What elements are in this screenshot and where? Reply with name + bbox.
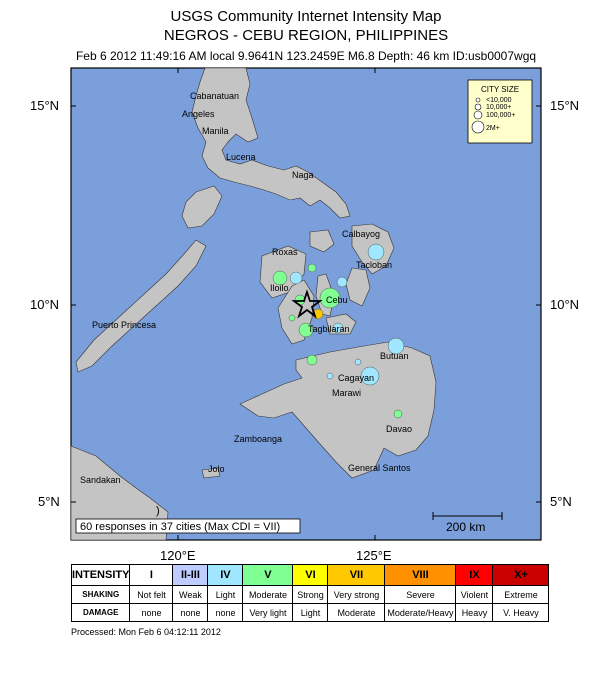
legend-intensity-cell: IX [456, 565, 493, 586]
scale-label: 200 km [446, 520, 486, 534]
legend-damage-cell: Moderate [328, 604, 385, 622]
place-iloilo: Iloilo [270, 283, 289, 293]
response-circle [368, 244, 384, 260]
city-size-symbol-2 [475, 104, 481, 110]
map-title: USGS Community Internet Intensity Map [170, 8, 442, 25]
lat-label-right: 15°N [550, 98, 580, 113]
legend-damage-cell: Heavy [456, 604, 493, 622]
lat-label-left: 15°N [30, 98, 60, 113]
city-size-item: <10,000 [486, 97, 512, 104]
lat-label-left: 10°N [30, 297, 60, 312]
place-calbayog: Calbayog [342, 229, 381, 239]
response-circle [327, 373, 333, 379]
city-size-symbol-1 [476, 98, 480, 102]
map-marker: ) [156, 505, 160, 517]
city-size-symbol-4 [472, 121, 484, 133]
legend-damage-cell: Light [293, 604, 328, 622]
place-naga: Naga [292, 170, 314, 180]
region-title: NEGROS - CEBU REGION, PHILIPPINES [163, 27, 449, 44]
place-butuan: Butuan [380, 351, 409, 361]
legend-damage-cell: Moderate/Heavy [385, 604, 456, 622]
response-circle [290, 272, 302, 284]
legend-intensity-cell: VII [328, 565, 385, 586]
place-sandakan: Sandakan [80, 475, 121, 485]
response-circle [355, 359, 361, 365]
lon-label: 125°E [356, 548, 392, 563]
city-size-symbol-3 [474, 111, 482, 119]
intensity-legend [71, 564, 549, 622]
place-tagbilaran: Tagbilaran [308, 324, 350, 334]
place-manila: Manila [202, 126, 229, 136]
legend-damage-cell: none [173, 604, 208, 622]
city-size-item: 100,000+ [486, 112, 516, 119]
legend-shaking-cell: Weak [173, 586, 208, 604]
response-circle [394, 410, 402, 418]
legend-damage-cell: Very light [243, 604, 293, 622]
place-general-santos: General Santos [348, 463, 411, 473]
response-circle [289, 315, 295, 321]
legend-shaking-cell: Violent [456, 586, 493, 604]
lon-label: 120°E [160, 548, 196, 563]
lat-label-left: 5°N [38, 494, 60, 509]
legend-shaking-cell: Moderate [243, 586, 293, 604]
legend-intensity-cell: VIII [385, 565, 456, 586]
legend-intensity-cell: I [130, 565, 173, 586]
legend-header-intensity: INTENSITY [72, 565, 130, 586]
place-marawi: Marawi [332, 388, 362, 398]
response-circle [308, 264, 316, 272]
place-angeles: Angeles [182, 109, 215, 119]
event-info: Feb 6 2012 11:49:16 AM local 9.9641N 123.2459E M6.8 Depth: 46 km ID:usb0007wgq [75, 49, 537, 63]
place-cagayan: Cagayan [338, 373, 375, 383]
legend-intensity-cell: V [243, 565, 293, 586]
legend-damage-cell: none [208, 604, 243, 622]
city-size-title: CITY SIZE [480, 85, 520, 94]
place-puerto-princesa: Puerto Princesa [92, 320, 157, 330]
processed-timestamp: Processed: Mon Feb 6 04:12:11 2012 [71, 627, 221, 637]
place-tacloban: Tacloban [356, 260, 393, 270]
legend-shaking-cell: Severe [385, 586, 456, 604]
place-lucena: Lucena [226, 152, 256, 162]
legend-shaking-cell: Very strong [328, 586, 385, 604]
summary-text: 60 responses in 37 cities (Max CDI = VII) [80, 521, 281, 533]
place-roxas: Roxas [272, 247, 298, 257]
response-circle [307, 355, 317, 365]
lat-label-right: 5°N [550, 494, 572, 509]
place-cabanatuan: Cabanatuan [190, 91, 240, 101]
legend-intensity-cell: X+ [493, 565, 549, 586]
legend-header-shaking: SHAKING [72, 586, 130, 604]
city-size-item: 10,000+ [486, 104, 512, 111]
place-jolo: Jolo [208, 464, 225, 474]
legend-shaking-cell: Extreme [493, 586, 549, 604]
city-size-item: 2M+ [486, 125, 500, 132]
lat-label-right: 10°N [550, 297, 580, 312]
place-davao: Davao [386, 424, 413, 434]
legend-shaking-cell: Not felt [130, 586, 173, 604]
legend-intensity-cell: IV [208, 565, 243, 586]
legend-shaking-cell: Light [208, 586, 243, 604]
place-zamboanga: Zamboanga [234, 434, 283, 444]
legend-intensity-cell: VI [293, 565, 328, 586]
place-cebu: Cebu [326, 295, 348, 305]
legend-damage-cell: V. Heavy [493, 604, 549, 622]
legend-header-damage: DAMAGE [72, 604, 130, 622]
legend-intensity-cell: II-III [173, 565, 208, 586]
legend-shaking-cell: Strong [293, 586, 328, 604]
response-circle [337, 277, 347, 287]
legend-damage-cell: none [130, 604, 173, 622]
